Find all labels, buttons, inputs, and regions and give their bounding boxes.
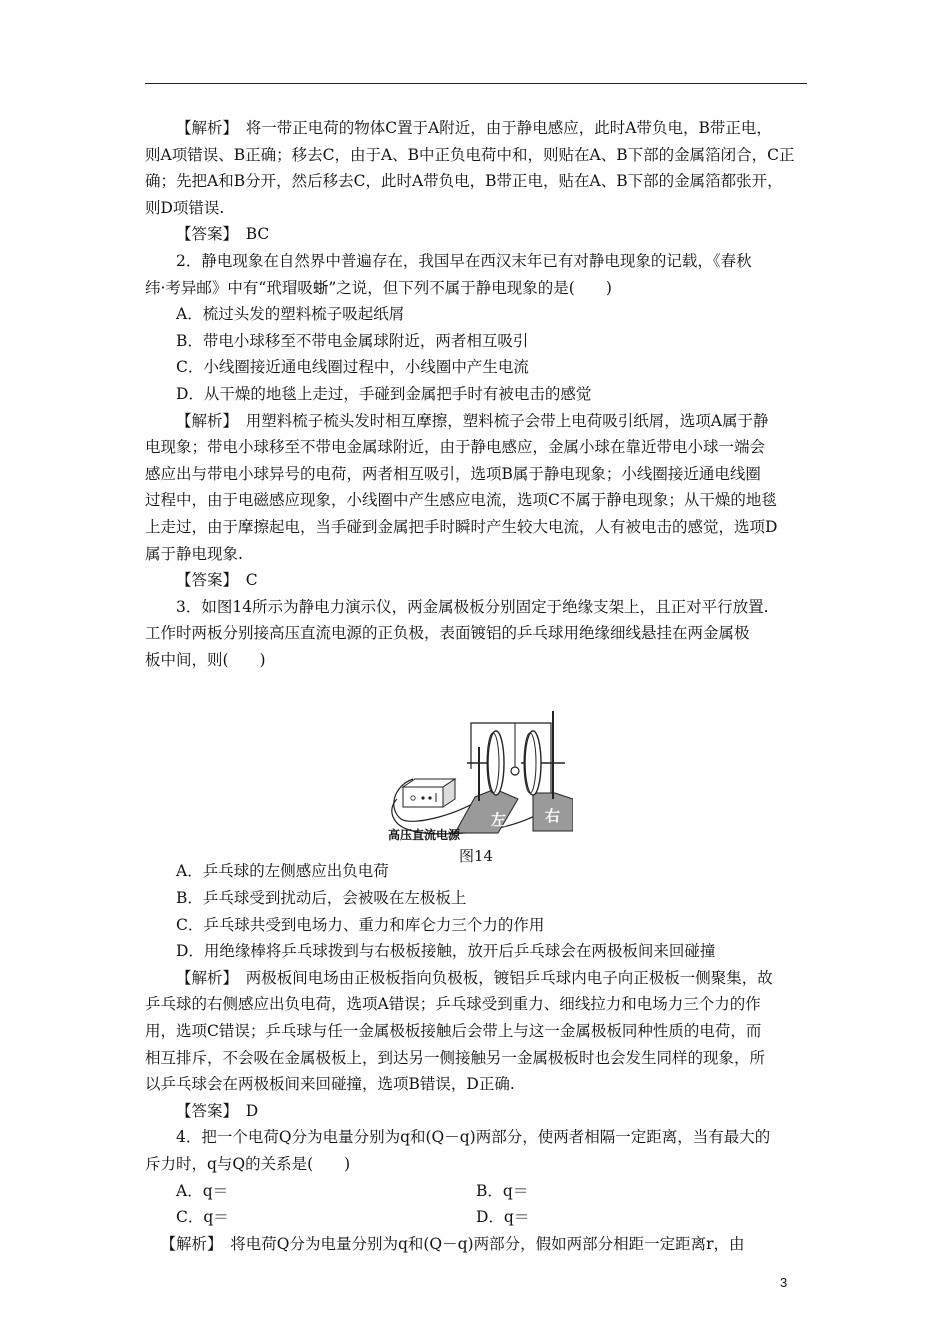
option-a: A．乒乓球的左侧感应出负电荷 (176, 862, 389, 881)
text-line: 【解析】 用塑料梳子梳头发时相互摩擦，塑料梳子会带上电荷吸引纸屑，选项A属于静 (176, 411, 769, 430)
option-b: B．带电小球移至不带电金属球附近，两者相互吸引 (176, 331, 529, 350)
electrostatic-demo-diagram (383, 681, 573, 841)
option-a: A．梳过头发的塑料梳子吸起纸屑 (176, 305, 405, 324)
option-d: D．q＝ (476, 1208, 530, 1227)
option-b: B．乒乓球受到扰动后，会被吸在左极板上 (176, 889, 467, 908)
text-line: 则D项错误. (145, 198, 225, 217)
text-line: 电现象；带电小球移至不带电金属球附近，由于静电感应，金属小球在靠近带电小球一端会 (145, 438, 766, 457)
page-number: 3 (780, 1275, 788, 1290)
option-c: C．乒乓球共受到电场力、重力和库仑力三个力的作用 (176, 915, 545, 934)
figure-14 (145, 673, 807, 866)
options-row-ab (145, 1178, 807, 1205)
option-c: C．小线圈接近通电线圈过程中，小线圈中产生电流 (176, 358, 529, 377)
question-2: 2．静电现象在自然界中普遍存在，我国早在西汉末年已有对静电现象的记载，《春秋 (176, 251, 752, 270)
page-content (145, 115, 807, 1257)
left-plate-label: 左 (491, 811, 507, 830)
question-4: 4．把一个电荷Q分为电量分别为q和(Q－q)两部分，使两者相隔一定距离，当有最大的 (176, 1128, 771, 1147)
text-line: 则A项错误、B正确；移去C，由于A、B中正负电荷中和，则贴在A、B下部的金属箔闭合，C正 (145, 145, 795, 164)
right-plate-label: 右 (545, 807, 561, 826)
text-line: 【解析】 两极板间电场由正极板指向负极板，镀铝乒乓球内电子向正极板一侧聚集，故 (176, 968, 773, 987)
text-line: 【解析】 将电荷Q分为电量分别为q和(Q－q)两部分，假如两部分相距一定距离r，由 (160, 1234, 745, 1253)
option-d: D．用绝缘棒将乒乓球拨到与右极板接触，放开后乒乓球会在两极板间来回碰撞 (176, 942, 716, 961)
answer-line: 【答案】 BC (176, 225, 270, 244)
text-line: 上走过，由于摩擦起电，当手碰到金属把手时瞬时产生较大电流，人有被电击的感觉，选项D (145, 517, 778, 536)
text-line: 板中间，则( ) (145, 650, 266, 669)
answer-line: 【答案】 D (176, 1101, 259, 1120)
text-line: 斥力时，q与Q的关系是( ) (145, 1155, 351, 1173)
text-line: 感应出与带电小球异号的电荷，两者相互吸引，选项B属于静电现象；小线圈接近通电线圈 (145, 464, 761, 483)
option-c: C．q＝ (176, 1208, 229, 1227)
option-b: B．q＝ (476, 1181, 529, 1200)
text-line: 乒乓球的右侧感应出负电荷，选项A错误；乒乓球受到重力、细线拉力和电场力三个力的作 (145, 995, 761, 1014)
text-line: 确；先把A和B分开，然后移去C，此时A带负电，B带正电，贴在A、B下部的金属箔都张开， (145, 172, 783, 191)
text-line: 以乒乓球会在两极板间来回碰撞，选项B错误，D正确. (145, 1075, 515, 1094)
text-line: 用，选项C错误；乒乓球与任一金属极板接触后会带上与这一金属极板同种性质的电荷，而 (145, 1022, 762, 1041)
options-row-cd (145, 1204, 807, 1231)
text-line: 纬·考异邮》中有“玳瑁吸𧋍”之说，但下列不属于静电现象的是( ) (145, 278, 612, 297)
question-3: 3．如图14所示为静电力演示仪，两金属极板分别固定于绝缘支架上，且正对平行放置. (176, 597, 769, 616)
option-d: D．从干燥的地毯上走过，手碰到金属把手时有被电击的感觉 (176, 384, 592, 403)
text-line: 相互排斥，不会吸在金属极板上，到达另一侧接触另一金属极板时也会发生同样的现象，所 (145, 1048, 766, 1067)
header-rule (145, 83, 807, 84)
text-line: 工作时两板分别接高压直流电源的正负极，表面镀铝的乒乓球用绝缘细线悬挂在两金属极 (145, 624, 750, 643)
power-supply-label: 高压直流电源 (388, 828, 461, 842)
answer-line: 【答案】 C (176, 571, 258, 590)
figure-caption: 图14 (458, 847, 494, 866)
text-line: 属于静电现象. (145, 544, 243, 563)
option-a: A．q＝ (176, 1181, 229, 1200)
text-line: 过程中，由于电磁感应现象，小线圈中产生感应电流，选项C不属于静电现象；从干燥的地毯 (145, 491, 777, 510)
text-line: 【解析】 将一带正电荷的物体C置于A附近，由于静电感应，此时A带负电，B带正电， (176, 119, 772, 137)
